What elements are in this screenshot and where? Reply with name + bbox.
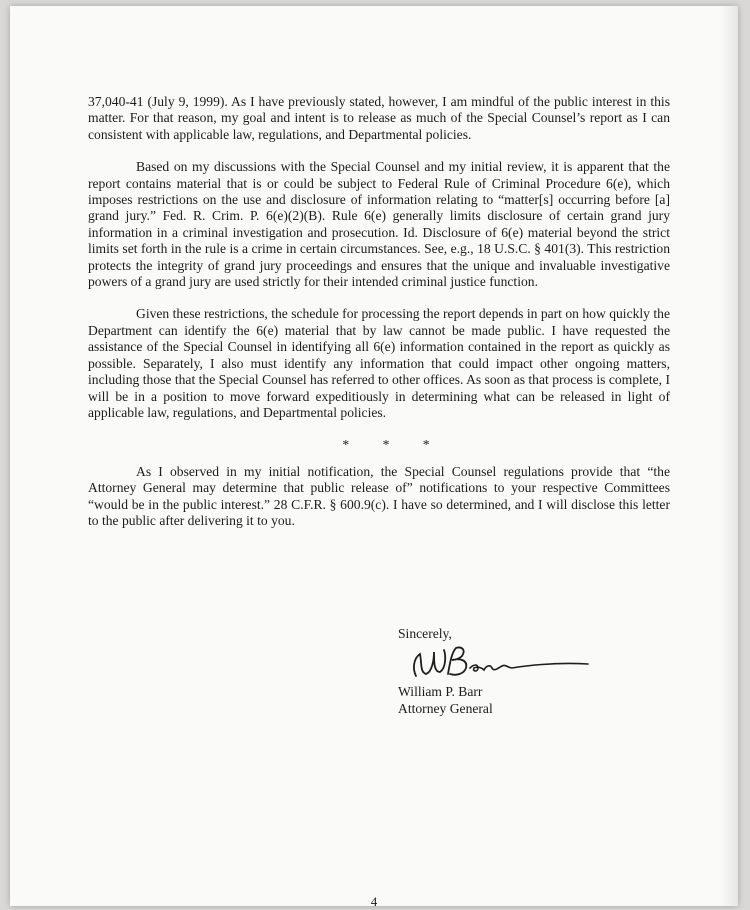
signature-block	[398, 683, 493, 717]
paragraph-processing-schedule: Given these restrictions, the schedule for processing the report depends in part on how quickly the Department can identify the 6(e) material that by law cannot be made public. I have requested the assistance of the Special Counsel in identifying all 6(e) information contained in the report as quickly as possible. Separately, I also must identify any information that could impact other ongoing matters, including those that the Special Counsel has referred to other offices. As soon as that process is complete, I will be in a position to move forward expeditiously in determining what can be released in light of applicable law, regulations, and Departmental policies.	[88, 306, 670, 420]
letter-body	[88, 94, 670, 545]
section-separator: * * *	[342, 437, 430, 453]
signer-name: William P. Barr	[398, 684, 483, 699]
paragraph-continuation: 37,040-41 (July 9, 1999). As I have previously stated, however, I am mindful of the public interest in this matter. For that reason, my goal and intent is to release as much of the Special Counsel’s report as I can consistent with applicable law, regulations, and Departmental policies.	[88, 94, 670, 142]
paragraph-grand-jury-rule: Based on my discussions with the Special Counsel and my initial review, it is apparent that the report contains material that is or could be subject to Federal Rule of Criminal Procedure 6(e), which imposes restrictions on the use and disclosure of information relating to “matter[s] occurring before [a] grand jury.” Fed. R. Crim. P. 6(e)(2)(B). Rule 6(e) generally limits disclosure of certain grand jury information in a criminal investigation and prosecution. Id. Disclosure of 6(e) material beyond the strict limits set forth in the rule is a crime in certain circumstances. See, e.g., 18 U.S.C. § 401(3). This restriction protects the integrity of grand jury proceedings and ensures that the unique and invaluable investigative powers of a grand jury are used strictly for their intended criminal justice function.	[88, 159, 670, 290]
handwritten-signature	[404, 638, 604, 688]
page-number: 4	[370, 894, 378, 909]
closing-salutation: Sincerely,	[398, 626, 452, 641]
page-edge-shadow	[720, 6, 738, 906]
paragraph-public-release: As I observed in my initial notification, the Special Counsel regulations provide that “the Attorney General may determine that public release of” notifications to your respective Committees “would be in the public interest.” 28 C.F.R. § 600.9(c). I have so determined, and I will disclose this letter to the public after delivering it to you.	[88, 463, 670, 528]
signer-title: Attorney General	[398, 701, 493, 716]
document-page	[10, 6, 738, 909]
